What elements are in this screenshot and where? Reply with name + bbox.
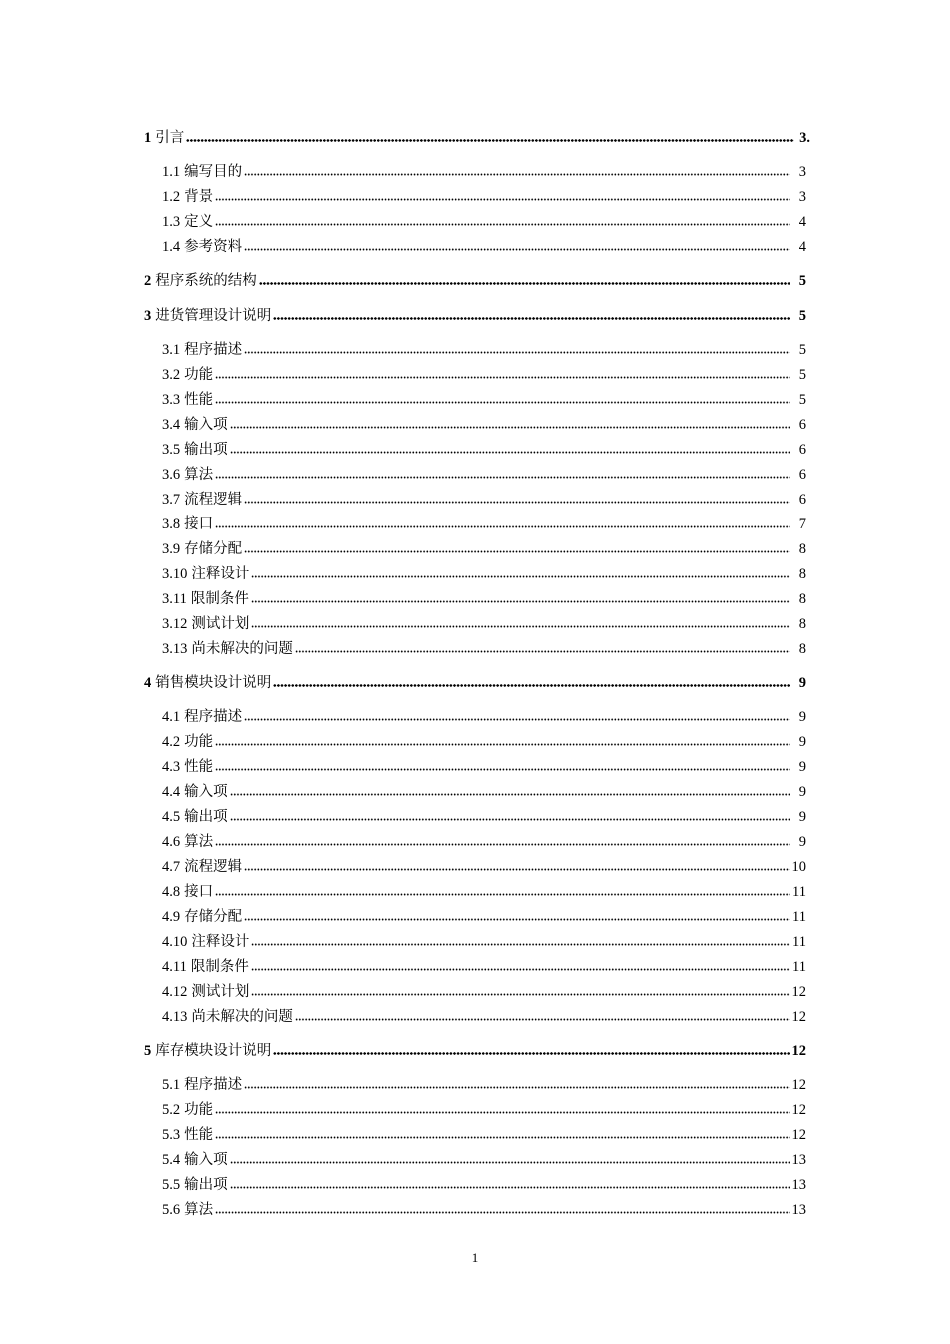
toc-entry[interactable] — [162, 757, 806, 777]
toc-entry-number: 4.5 — [162, 809, 181, 825]
toc-entry-page: 8 — [798, 566, 806, 582]
toc-entry[interactable] — [144, 673, 806, 693]
toc-dot-leader — [244, 907, 790, 921]
toc-entry[interactable] — [162, 907, 806, 927]
toc-entry-title: 流程逻辑 — [184, 859, 243, 875]
toc-dot-leader — [251, 589, 790, 603]
toc-entry-number: 5.4 — [162, 1152, 181, 1168]
toc-entry-title: 输入项 — [184, 784, 228, 800]
toc-entry-page: 4 — [798, 239, 806, 255]
toc-dot-leader — [215, 514, 790, 528]
toc-entry-title: 功能 — [184, 1102, 214, 1118]
toc-dot-leader — [215, 365, 790, 379]
toc-entry[interactable] — [162, 440, 806, 460]
toc-entry[interactable] — [162, 1075, 806, 1095]
toc-entry-page: 12 — [791, 1043, 806, 1059]
toc-entry-title: 算法 — [184, 1202, 214, 1218]
toc-dot-leader — [273, 673, 790, 687]
toc-entry-number: 4.12 — [162, 984, 188, 1000]
toc-entry[interactable] — [162, 832, 806, 852]
toc-dot-leader — [215, 732, 790, 746]
toc-entry-page: 4 — [798, 214, 806, 230]
toc-entry[interactable] — [144, 128, 810, 148]
toc-entry-page: 9 — [798, 784, 806, 800]
toc-entry-number: 4.7 — [162, 859, 181, 875]
toc-entry-number: 4.4 — [162, 784, 181, 800]
toc-entry-page: 9 — [798, 809, 806, 825]
toc-entry[interactable] — [162, 465, 806, 485]
toc-entry-number: 4.3 — [162, 759, 181, 775]
toc-entry-page: 11 — [792, 959, 806, 975]
toc-dot-leader — [215, 757, 790, 771]
toc-entry-number: 3.2 — [162, 367, 181, 383]
toc-dot-leader — [244, 707, 790, 721]
toc-entry[interactable] — [162, 212, 806, 232]
toc-entry[interactable] — [162, 807, 806, 827]
toc-dot-leader — [230, 1175, 790, 1189]
toc-dot-leader — [230, 440, 790, 454]
toc-entry-title: 定义 — [184, 214, 214, 230]
toc-entry-page: 12 — [791, 1077, 806, 1093]
toc-dot-leader — [251, 564, 790, 578]
toc-entry-number: 3.5 — [162, 442, 181, 458]
toc-entry[interactable] — [162, 490, 806, 510]
toc-entry[interactable] — [162, 390, 806, 410]
toc-entry[interactable] — [162, 932, 806, 952]
toc-entry-number: 1.2 — [162, 189, 181, 205]
toc-entry-page: 8 — [798, 616, 806, 632]
toc-dot-leader — [215, 465, 790, 479]
toc-dot-leader — [273, 306, 790, 320]
toc-entry-number: 4.9 — [162, 909, 181, 925]
toc-entry-title: 参考资料 — [184, 239, 243, 255]
toc-entry-page: 13 — [791, 1177, 806, 1193]
toc-entry[interactable] — [162, 882, 806, 902]
toc-entry-page: 5 — [798, 308, 806, 324]
toc-entry-number: 4.11 — [162, 959, 187, 975]
toc-entry-page: 3 — [798, 164, 806, 180]
toc-entry-number: 4.1 — [162, 709, 181, 725]
toc-entry-title: 算法 — [184, 834, 214, 850]
toc-entry-number: 1.3 — [162, 214, 181, 230]
toc-entry-title: 背景 — [184, 189, 214, 205]
toc-entry[interactable] — [162, 187, 806, 207]
toc-entry[interactable] — [162, 639, 806, 659]
toc-entry[interactable] — [162, 782, 806, 802]
toc-entry-number: 2 — [144, 273, 152, 289]
toc-entry[interactable] — [162, 982, 806, 1002]
toc-entry-page: 9 — [798, 709, 806, 725]
toc-entry-number: 1.1 — [162, 164, 181, 180]
toc-entry-page: 5 — [798, 367, 806, 383]
toc-entry-number: 3.1 — [162, 342, 181, 358]
toc-dot-leader — [244, 1075, 789, 1089]
toc-dot-leader — [244, 340, 790, 354]
toc-entry-page: 6 — [798, 417, 806, 433]
toc-entry-title: 程序系统的结构 — [155, 273, 257, 289]
toc-entry-number: 3.10 — [162, 566, 188, 582]
toc-entry-number: 4.8 — [162, 884, 181, 900]
toc-entry-page: 10 — [791, 859, 806, 875]
toc-entry-title: 进货管理设计说明 — [155, 308, 272, 324]
toc-entry-title: 性能 — [184, 759, 214, 775]
toc-entry[interactable] — [144, 271, 806, 291]
toc-dot-leader — [244, 237, 790, 251]
toc-dot-leader — [273, 1041, 789, 1055]
page-number: 1 — [471, 1250, 479, 1265]
toc-dot-leader — [244, 857, 789, 871]
toc-dot-leader — [251, 982, 789, 996]
toc-entry-number: 4 — [144, 675, 152, 691]
toc-entry-title: 接口 — [184, 516, 214, 532]
toc-entry-title: 注释设计 — [191, 566, 250, 582]
toc-entry[interactable] — [162, 564, 806, 584]
toc-entry-title: 测试计划 — [191, 984, 250, 1000]
toc-dot-leader — [259, 271, 790, 285]
toc-entry[interactable] — [162, 1200, 806, 1220]
toc-entry-title: 程序描述 — [184, 1077, 243, 1093]
toc-dot-leader — [251, 957, 790, 971]
toc-entry-title: 限制条件 — [190, 959, 249, 975]
toc-entry-number: 4.10 — [162, 934, 188, 950]
toc-entry-title: 程序描述 — [184, 342, 243, 358]
toc-entry[interactable] — [162, 614, 806, 634]
toc-entry-number: 5.2 — [162, 1102, 181, 1118]
toc-dot-leader — [295, 639, 790, 653]
toc-entry[interactable] — [162, 1100, 806, 1120]
toc-entry-page: 13 — [791, 1152, 806, 1168]
toc-dot-leader — [215, 390, 790, 404]
toc-entry-title: 程序描述 — [184, 709, 243, 725]
toc-entry-title: 输出项 — [184, 442, 228, 458]
toc-entry[interactable] — [162, 237, 806, 257]
toc-entry-page: 7 — [798, 516, 806, 532]
toc-dot-leader — [251, 932, 790, 946]
toc-entry-page: 6 — [798, 492, 806, 508]
toc-entry-number: 3.3 — [162, 392, 181, 408]
toc-entry-page: 9 — [798, 675, 806, 691]
toc-entry-title: 限制条件 — [190, 591, 249, 607]
toc-entry-page: 13 — [791, 1202, 806, 1218]
toc-dot-leader — [215, 212, 790, 226]
toc-entry-page: 12 — [791, 1102, 806, 1118]
toc-entry-title: 存储分配 — [184, 541, 243, 557]
toc-entry-page: 8 — [798, 591, 806, 607]
toc-entry-page: 9 — [798, 759, 806, 775]
toc-entry-title: 引言 — [155, 130, 185, 146]
toc-entry-page: 5 — [798, 273, 806, 289]
toc-entry-number: 3.4 — [162, 417, 181, 433]
toc-entry-number: 1 — [144, 130, 152, 146]
toc-entry-page: 9 — [798, 834, 806, 850]
toc-entry-title: 流程逻辑 — [184, 492, 243, 508]
toc-dot-leader — [215, 1125, 789, 1139]
toc-dot-leader — [295, 1007, 790, 1021]
toc-dot-leader — [244, 490, 790, 504]
toc-entry-page: 5 — [798, 342, 806, 358]
toc-entry[interactable] — [144, 306, 806, 326]
toc-entry[interactable] — [162, 365, 806, 385]
toc-entry-number: 3.11 — [162, 591, 187, 607]
toc-entry-title: 尚未解决的问题 — [191, 1009, 293, 1025]
toc-entry-number: 4.2 — [162, 734, 181, 750]
toc-entry-number: 3.13 — [162, 641, 188, 657]
toc-entry[interactable] — [162, 1125, 806, 1145]
toc-entry-title: 性能 — [184, 392, 214, 408]
toc-entry-title: 算法 — [184, 467, 214, 483]
toc-entry-page: 9 — [798, 734, 806, 750]
toc-entry[interactable] — [162, 415, 806, 435]
toc-entry-page: 6 — [798, 467, 806, 483]
toc-entry[interactable] — [162, 707, 806, 727]
toc-entry[interactable] — [162, 539, 806, 559]
toc-dot-leader — [215, 882, 790, 896]
toc-entry-number: 5.3 — [162, 1127, 181, 1143]
toc-entry[interactable] — [162, 514, 806, 534]
toc-entry-page: 11 — [792, 884, 806, 900]
toc-dot-leader — [244, 539, 790, 553]
toc-entry[interactable] — [144, 1041, 806, 1061]
toc-entry[interactable] — [162, 1175, 806, 1195]
toc-entry-page: 3. — [799, 130, 810, 146]
toc-entry-page: 11 — [792, 934, 806, 950]
toc-dot-leader — [215, 832, 790, 846]
toc-dot-leader — [244, 162, 790, 176]
toc-entry-title: 性能 — [184, 1127, 214, 1143]
toc-entry-page: 3 — [798, 189, 806, 205]
toc-entry-number: 5.1 — [162, 1077, 181, 1093]
toc-entry-number: 3.7 — [162, 492, 181, 508]
toc-entry[interactable] — [162, 1007, 806, 1027]
toc-entry-number: 5.5 — [162, 1177, 181, 1193]
toc-entry-page: 5 — [798, 392, 806, 408]
toc-entry-title: 功能 — [184, 367, 214, 383]
toc-dot-leader — [230, 782, 790, 796]
toc-entry-number: 4.13 — [162, 1009, 188, 1025]
toc-entry-number: 4.6 — [162, 834, 181, 850]
toc-entry-page: 12 — [791, 984, 806, 1000]
toc-entry[interactable] — [162, 340, 806, 360]
toc-entry[interactable] — [162, 1150, 806, 1170]
toc-entry-number: 3.9 — [162, 541, 181, 557]
toc-entry-page: 6 — [798, 442, 806, 458]
toc-entry-title: 存储分配 — [184, 909, 243, 925]
toc-entry-title: 功能 — [184, 734, 214, 750]
toc-entry[interactable] — [162, 589, 806, 609]
toc-entry-title: 库存模块设计说明 — [155, 1043, 272, 1059]
toc-entry[interactable] — [162, 732, 806, 752]
toc-entry[interactable] — [162, 162, 806, 182]
toc-entry-title: 编写目的 — [184, 164, 243, 180]
toc-entry-page: 8 — [798, 541, 806, 557]
toc-entry-page: 12 — [791, 1127, 806, 1143]
toc-entry-title: 注释设计 — [191, 934, 250, 950]
toc-dot-leader — [215, 1200, 789, 1214]
toc-entry-title: 输入项 — [184, 1152, 228, 1168]
toc-entry-number: 3.8 — [162, 516, 181, 532]
toc-entry-title: 销售模块设计说明 — [155, 675, 272, 691]
toc-dot-leader — [230, 1150, 790, 1164]
toc-dot-leader — [215, 1100, 789, 1114]
toc-entry-number: 3.6 — [162, 467, 181, 483]
toc-entry-page: 11 — [792, 909, 806, 925]
toc-dot-leader — [215, 187, 790, 201]
toc-entry-number: 5 — [144, 1043, 152, 1059]
toc-entry-number: 3.12 — [162, 616, 188, 632]
toc-entry[interactable] — [162, 957, 806, 977]
toc-entry-title: 接口 — [184, 884, 214, 900]
toc-entry-title: 输出项 — [184, 809, 228, 825]
toc-entry-number: 3 — [144, 308, 152, 324]
toc-entry-title: 测试计划 — [191, 616, 250, 632]
toc-dot-leader — [251, 614, 790, 628]
toc-entry-number: 1.4 — [162, 239, 181, 255]
toc-entry[interactable] — [162, 857, 806, 877]
toc-entry-page: 8 — [798, 641, 806, 657]
toc-entry-title: 输出项 — [184, 1177, 228, 1193]
toc-dot-leader — [230, 415, 790, 429]
toc-dot-leader — [186, 128, 794, 142]
toc-entry-title: 输入项 — [184, 417, 228, 433]
toc-entry-page: 12 — [791, 1009, 806, 1025]
toc-entry-number: 5.6 — [162, 1202, 181, 1218]
toc-dot-leader — [230, 807, 790, 821]
toc-entry-title: 尚未解决的问题 — [191, 641, 293, 657]
